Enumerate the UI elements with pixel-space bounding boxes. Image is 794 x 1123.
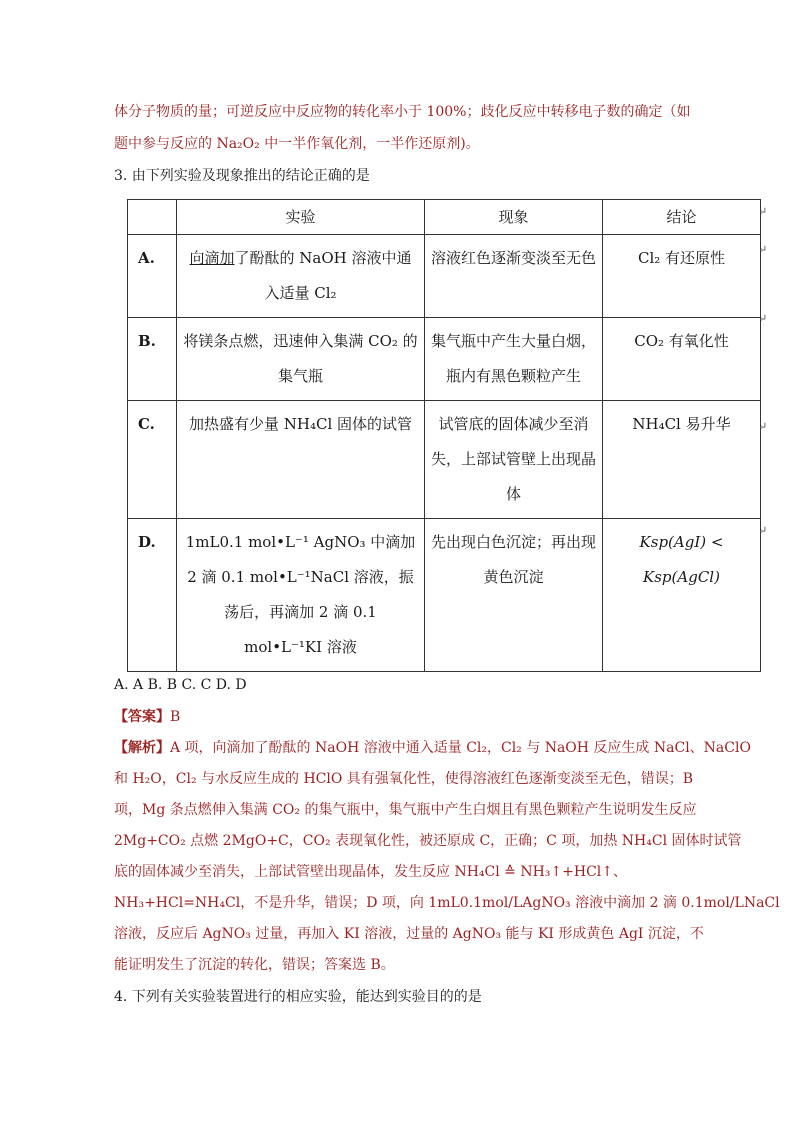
table-row-d	[128, 519, 761, 672]
analysis-line-8: 能证明发生了沉淀的转化，错误；答案选 B。	[114, 957, 395, 973]
row-a-label: A.	[128, 235, 177, 318]
answer-line	[114, 707, 180, 727]
analysis-line-3: 项，Mg 条点燃伸入集满 CO₂ 的集气瓶中，集气瓶中产生白烟且有黑色颗粒产生说明发生反应	[114, 802, 697, 818]
intro-line-1: 体分子物质的量；可逆反应中反应物的转化率小于 100%；歧化反应中转移电子数的确定（如	[114, 104, 691, 120]
header-conclusion: 结论	[603, 200, 761, 235]
analysis-line-4: 2Mg+CO₂ 点燃 2MgO+C，CO₂ 表现氧化性，被还原成 C，正确；C 项，加热 NH₄Cl 固体时试管	[114, 833, 742, 849]
row-end-mark-icon: ↵	[758, 524, 768, 537]
row-d-label: D.	[128, 519, 177, 672]
row-c-phenomenon: 试管底的固体减少至消失，上部试管壁上出现晶体	[425, 401, 603, 519]
table-header-row	[128, 200, 761, 235]
row-c-conclusion: NH₄Cl 易升华	[603, 401, 761, 519]
analysis-label: 【解析】	[114, 740, 170, 756]
row-d-conclusion: Ksp(AgI) < Ksp(AgCl)	[603, 519, 761, 672]
row-a-phenomenon: 溶液红色逐渐变淡至无色	[425, 235, 603, 318]
row-b-experiment: 将镁条点燃，迅速伸入集满 CO₂ 的集气瓶	[177, 318, 425, 401]
row-end-mark-icon: ↵	[758, 205, 768, 218]
row-b-phenomenon: 集气瓶中产生大量白烟，瓶内有黑色颗粒产生	[425, 318, 603, 401]
table-row-c	[128, 401, 761, 519]
analysis-line-2: 和 H₂O，Cl₂ 与水反应生成的 HClO 具有强氧化性，使得溶液红色逐渐变淡至无色，错误；B	[114, 771, 694, 787]
analysis-line-5: 底的固体减少至消失，上部试管壁出现晶体，发生反应 NH₄Cl ≙ NH₃↑+HCl↑、	[114, 864, 628, 880]
row-a-conclusion: Cl₂ 有还原性	[603, 235, 761, 318]
table-row-a	[128, 235, 761, 318]
row-d-experiment: 1mL0.1 mol•L⁻¹ AgNO₃ 中滴加 2 滴 0.1 mol•L⁻¹NaCl 溶液，振荡后，再滴加 2 滴 0.1 mol•L⁻¹KI 溶液	[177, 519, 425, 672]
row-c-experiment: 加热盛有少量 NH₄Cl 固体的试管	[177, 401, 425, 519]
analysis-line-1	[114, 738, 751, 758]
row-a-experiment-rest: 了酚酞的 NaOH 溶液中通入适量 Cl₂	[234, 249, 412, 302]
header-label-cell	[128, 200, 177, 235]
intro-line-2: 题中参与反应的 Na₂O₂ 中一半作氧化剂，一半作还原剂)。	[114, 136, 480, 152]
question-4-stem: 4. 下列有关实验装置进行的相应实验，能达到实验目的的是	[114, 989, 482, 1005]
answer-label: 【答案】	[114, 709, 170, 725]
table-row-b	[128, 318, 761, 401]
analysis-line-7: 溶液，反应后 AgNO₃ 过量，再加入 KI 溶液，过量的 AgNO₃ 能与 KI 形成黄色 AgI 沉淀，不	[114, 926, 704, 942]
question-3-options: A. A B. B C. C D. D	[114, 677, 247, 693]
analysis-text-1: A 项，向滴加了酚酞的 NaOH 溶液中通入适量 Cl₂，Cl₂ 与 NaOH 反应生成 NaCl、NaClO	[170, 740, 751, 756]
question-3-stem: 3. 由下列实验及现象推出的结论正确的是	[114, 168, 370, 184]
analysis-line-6: NH₃+HCl=NH₄Cl，不是升华，错误；D 项，向 1mL0.1mol/LAgNO₃ 溶液中滴加 2 滴 0.1mol/LNaCl	[114, 895, 780, 911]
row-b-conclusion: CO₂ 有氧化性	[603, 318, 761, 401]
header-phenomenon: 现象	[425, 200, 603, 235]
row-end-mark-icon: ↵	[758, 243, 768, 256]
row-end-mark-icon: ↵	[758, 312, 768, 325]
row-d-phenomenon: 先出现白色沉淀；再出现黄色沉淀	[425, 519, 603, 672]
row-c-label: C.	[128, 401, 177, 519]
row-a-experiment	[177, 235, 425, 318]
row-end-mark-icon: ↵	[758, 420, 768, 433]
header-experiment: 实验	[177, 200, 425, 235]
row-b-label: B.	[128, 318, 177, 401]
question-3-table	[127, 199, 761, 672]
answer-value: B	[170, 709, 181, 725]
row-a-experiment-underlined: 向滴加	[189, 249, 235, 267]
